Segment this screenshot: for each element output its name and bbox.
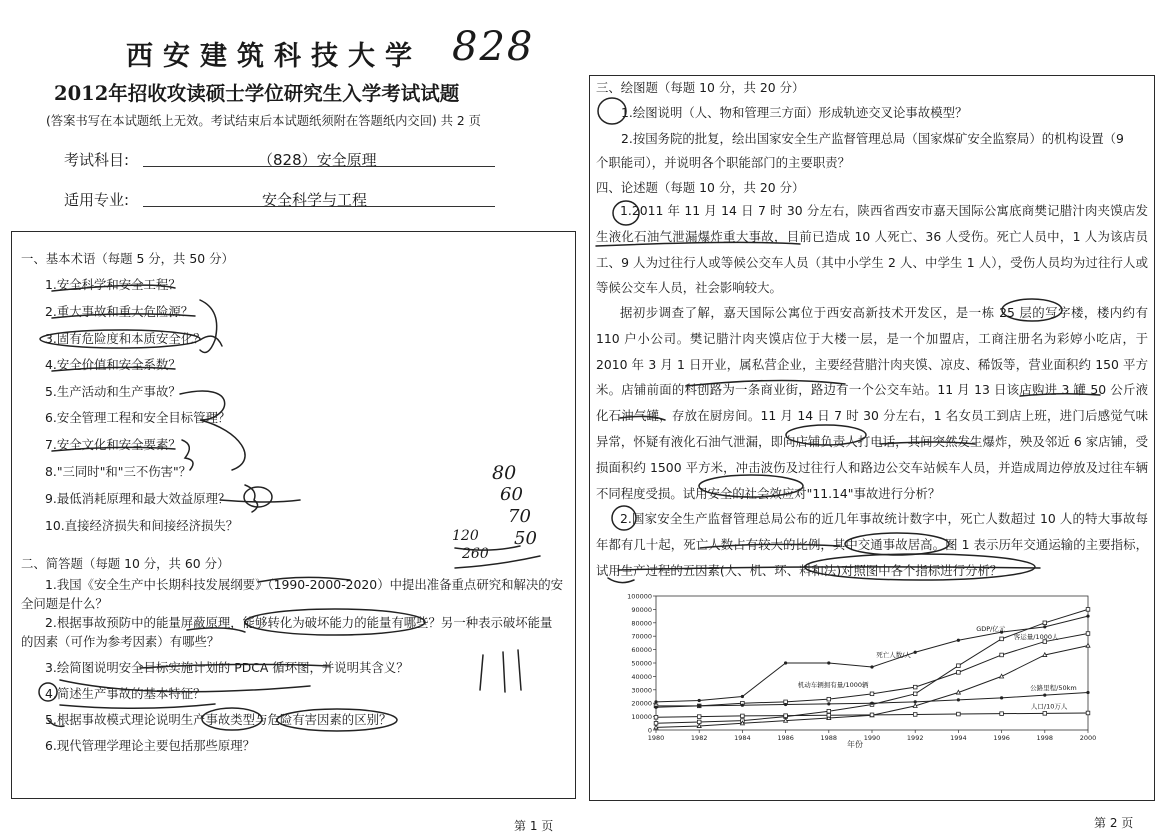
data-point — [654, 706, 657, 709]
series-label: 死亡人数/人 — [876, 651, 911, 660]
term-question: 1.安全科学和安全工程？ — [45, 277, 181, 292]
handwritten-score: 260 — [462, 546, 489, 562]
x-tick-label: 1996 — [993, 734, 1010, 742]
data-point — [697, 715, 701, 719]
data-point — [913, 692, 917, 696]
data-point — [1086, 691, 1089, 694]
data-point — [957, 671, 961, 675]
series-label: GDP/亿元 — [976, 624, 1006, 633]
major-label: 适用专业: — [64, 191, 130, 209]
data-point — [1086, 643, 1090, 647]
x-tick-label: 1984 — [734, 734, 751, 742]
essay-question-2: 2.国家安全生产监督管理总局公布的近几年事故统计数字中，死亡人数超过 10 人的特大事故每年都有几十起，死亡人数占有较大的比例，其中交通事故居高。图 1 表示历年交通运输的主要指标，试用生产过程的五因素(人、机、环、料和法)对照图中各个指标进行分析？ — [596, 511, 1148, 578]
data-point — [913, 704, 917, 708]
short-answer-question: 1.我国《安全生产中长期科技发展纲要》（1990-2000-2020）中提出准备重点研究和解决的安 — [45, 577, 564, 592]
x-tick-label: 1990 — [863, 734, 881, 742]
data-point — [784, 661, 787, 664]
page-number-right: 第 2 页 — [1094, 816, 1134, 830]
section4-title: 四、论述题（每题 10 分，共 20 分） — [596, 180, 805, 195]
x-tick-label: 1982 — [690, 734, 708, 742]
section1-title: 一、基本术语（每题 5 分，共 50 分） — [21, 251, 234, 266]
y-tick-label: 90000 — [631, 605, 652, 614]
handwritten-exam-code: 828 — [452, 24, 535, 70]
term-question: 2.重大事故和重大危险源？ — [45, 304, 194, 319]
data-point — [956, 690, 960, 694]
handwritten-score: 50 — [514, 528, 537, 549]
major-value: 安全科学与工程 — [262, 191, 368, 209]
handwritten-score: 120 — [452, 528, 479, 544]
essay-question-1-paragraph-2: 据初步调查了解，嘉天国际公寓位于西安高新技术开发区，是一栋 25 层的写字楼，楼内约有 110 户小公司。樊记腊汁肉夹馍店位于大楼一层，是一个加盟店，工商注册名为彩婷小吃店，于 2010 年 3 月 1 日开业，属私营企业，主要经营腊汁肉夹馍、凉皮、稀饭等，营业面积约 150 平方米。店铺前面的科创路为一条商业街，路边有一个公交车站。11 月 13 日该店购进 3 罐 50 公斤液化石油气罐，存放在厨房间。11 月 14 日 7 时 30 分左右，1 名女员工到店上班，进门后感觉气味异常，怀疑有液化石油气泄漏，即向店铺负责人打电话，其间突然发生爆炸，殃及邻近 6 家店铺，受损面积约 1500 平方米，冲击波伤及过往行人和路边公交车站候车人员，并造成周边停放及过往车辆不同程度受损。试用安全的社会效应对"11.14"事故进行分析？ — [596, 305, 1148, 501]
data-point — [913, 713, 917, 717]
data-point — [827, 709, 831, 713]
data-point — [1043, 712, 1047, 716]
data-point — [870, 665, 873, 668]
data-point — [741, 695, 744, 698]
data-point — [827, 702, 830, 705]
data-point — [1000, 653, 1004, 657]
data-point — [1000, 674, 1004, 678]
short-answer-question: 6.现代管理学理论主要包括那些原理？ — [45, 738, 256, 753]
data-point — [827, 713, 831, 717]
data-point — [870, 713, 874, 717]
data-point — [1086, 615, 1089, 618]
section3-title: 三、绘图题（每题 10 分，共 20 分） — [596, 80, 805, 95]
university-name: 西安建筑科技大学 — [126, 41, 422, 72]
data-point — [870, 692, 874, 696]
handwritten-score: 70 — [508, 506, 531, 527]
x-tick-label: 1994 — [950, 734, 967, 742]
drawing-question: 1.绘图说明（人、物和管理三方面）形成轨迹交叉论事故模型？ — [621, 105, 968, 120]
x-tick-label: 1986 — [777, 734, 794, 742]
series-line — [656, 616, 1088, 702]
data-point — [870, 702, 873, 705]
series-label: 机动车辆拥有量/1000辆 — [797, 681, 869, 690]
data-point — [1086, 632, 1090, 636]
data-point — [914, 651, 917, 654]
short-answer-question: 全问题是什么？ — [21, 596, 108, 611]
x-tick-label: 1980 — [647, 734, 665, 742]
short-answer-question: 5.根据事故模式理论说明生产事故类型与危险有害因素的区别？ — [45, 712, 392, 727]
data-point — [784, 718, 788, 722]
subject-label: 考试科目: — [64, 151, 130, 169]
x-tick-label: 1992 — [906, 734, 924, 742]
y-tick-label: 30000 — [631, 686, 652, 695]
chart-plot-frame — [656, 596, 1088, 730]
handwritten-score: 60 — [500, 484, 523, 505]
term-question: 6.安全管理工程和安全目标管理？ — [45, 410, 231, 425]
data-point — [741, 714, 745, 718]
data-point — [1086, 711, 1090, 715]
traffic-indicators-chart — [626, 590, 1096, 750]
y-tick-label: 80000 — [631, 619, 652, 628]
x-tick-label: 2000 — [1079, 734, 1096, 742]
data-point — [957, 639, 960, 642]
series-label: 客运量/1000人 — [1013, 632, 1059, 641]
data-point — [1000, 696, 1003, 699]
series-label: 公路里程/50km — [1030, 684, 1077, 693]
y-tick-label: 10000 — [631, 713, 652, 722]
data-point — [698, 699, 701, 702]
short-answer-question: 3.绘简图说明安全目标实施计划的 PDCA 循环图，并说明其含义？ — [45, 660, 409, 675]
data-point — [827, 697, 831, 701]
data-point — [1043, 625, 1046, 628]
data-point — [1000, 712, 1004, 716]
data-point — [957, 712, 961, 716]
section2-title: 二、简答题（每题 10 分，共 60 分） — [21, 556, 230, 571]
term-question: 8."三同时"和"三不伤害"？ — [45, 464, 192, 479]
data-point — [913, 685, 917, 689]
data-point — [654, 725, 658, 729]
y-tick-label: 0 — [647, 726, 652, 735]
data-point — [741, 704, 744, 707]
data-point — [957, 664, 961, 668]
term-question: 5.生产活动和生产事故？ — [45, 384, 181, 399]
data-point — [1000, 637, 1004, 641]
data-point — [784, 714, 788, 718]
term-question: 10.直接经济损失和间接经济损失？ — [45, 518, 239, 533]
y-tick-label: 70000 — [631, 632, 652, 641]
page-number-left: 第 1 页 — [514, 819, 554, 833]
y-tick-label: 50000 — [631, 659, 652, 668]
exam-title: 2012年招收攻读硕士学位研究生入学考试试题 — [54, 82, 460, 105]
data-point — [1086, 608, 1090, 612]
data-point — [654, 715, 658, 719]
x-tick-label: 1988 — [820, 734, 838, 742]
term-question: 9.最低消耗原理和最大效益原理？ — [45, 491, 231, 506]
data-point — [654, 700, 657, 703]
subject-value: （828）安全原理 — [258, 151, 377, 169]
handwritten-score: 80 — [492, 462, 517, 484]
series-label: 人口/10万人 — [1030, 702, 1068, 711]
data-point — [1043, 653, 1047, 657]
y-tick-label: 60000 — [631, 646, 652, 655]
short-answer-question: 2.根据事故预防中的能量屏蔽原理，能够转化为破坏能力的能量有哪些？另一种表示破坏能量 — [45, 615, 553, 630]
data-point — [698, 704, 701, 707]
y-tick-label: 100000 — [627, 592, 652, 601]
data-point — [1043, 621, 1047, 625]
chart-x-axis-label: 年份 — [847, 740, 863, 749]
data-point — [914, 700, 917, 703]
chart-canvas — [626, 590, 1096, 750]
drawing-question: 2.按国务院的批复，绘出国家安全生产监督管理总局（国家煤矿安全监察局）的机构设置（9 — [621, 131, 1124, 146]
data-point — [1043, 694, 1046, 697]
data-point — [827, 661, 830, 664]
term-question: 7.安全文化和安全要素？ — [45, 437, 181, 452]
short-answer-question: 的因素（可作为参考因素）有哪些？ — [21, 634, 220, 649]
data-point — [697, 724, 701, 728]
data-point — [784, 703, 787, 706]
y-tick-label: 40000 — [631, 672, 652, 681]
drawing-question: 个职能司），并说明各个职能部门的主要职责？ — [596, 155, 851, 170]
x-tick-label: 1998 — [1036, 734, 1054, 742]
term-question: 3.固有危险度和本质安全化？ — [45, 331, 206, 346]
data-point — [957, 698, 960, 701]
term-question: 4.安全价值和安全系数？ — [45, 357, 181, 372]
short-answer-question: 4.简述生产事故的基本特征？ — [45, 686, 206, 701]
essay-question-1-paragraph-1: 1.2011 年 11 月 14 日 7 时 30 分左右，陕西省西安市嘉天国际公寓底商樊记腊汁肉夹馍店发生液化石油气泄漏爆炸重大事故，目前已造成 10 人死亡、36 人受伤。死亡人员中，1 人为该店员工、9 人为过往行人或等候公交车人员（其中小学生 2 人、中学生 1 人），受伤人员均为过往行人或等候公交车人员，社会影响较大。 — [596, 203, 1148, 296]
exam-instructions: (答案书写在本试题纸上无效。考试结束后本试题纸须附在答题纸内交回) 共 2 页 — [46, 114, 481, 128]
y-tick-label: 20000 — [631, 699, 652, 708]
